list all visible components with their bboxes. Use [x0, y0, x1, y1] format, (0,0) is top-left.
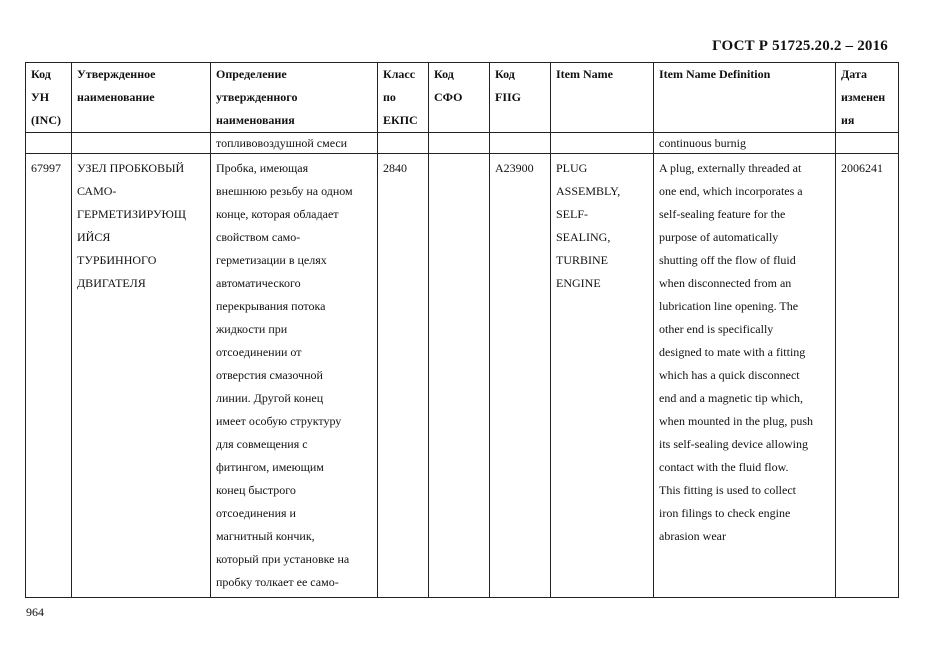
- cont-item-definition-cell: continuous burnig: [654, 133, 836, 154]
- cont-fiig-cell: [490, 133, 551, 154]
- approved-name-cell: УЗЕЛ ПРОБКОВЫЙ САМО- ГЕРМЕТИЗИРУЮЩ ИЙСЯ ТУРБИННОГО ДВИГАТЕЛЯ: [72, 154, 211, 598]
- change-date-cell: 2006241: [836, 154, 899, 598]
- cont-definition-ru-cell: топливовоздушной смеси: [211, 133, 378, 154]
- fiig-code-cell: A23900: [490, 154, 551, 598]
- cont-inc-cell: [26, 133, 72, 154]
- header-item-name: Item Name: [551, 63, 654, 133]
- header-ekps-class: Класс по ЕКПС: [378, 63, 429, 133]
- header-definition-ru: Определение утвержденного наименования: [211, 63, 378, 133]
- header-change-date: Дата изменен ия: [836, 63, 899, 133]
- definition-ru-cell: Пробка, имеющая внешнюю резьбу на одном конце, которая обладает свойством само- герметизации в целях автоматического перекрывания потока жидкости при отсоединении от отверстия смазочной линии. Другой конец имеет особую структуру для совмещения с фитингом, имеющим конец быстрого отсоединения и магнитный кончик, который при установке на пробку толкает ее само-: [211, 154, 378, 598]
- inc-code-cell: 67997: [26, 154, 72, 598]
- table-row: [26, 154, 899, 598]
- page-number: 964: [26, 605, 44, 619]
- header-fiig-code: Код FIIG: [490, 63, 551, 133]
- table-header-row: [26, 63, 899, 133]
- cont-sfo-cell: [429, 133, 490, 154]
- item-definition-cell: A plug, externally threaded at one end, which incorporates a self-sealing feature for the purpose of automatically shutting off the flow of fluid when disconnected from an lubrication line opening. The other end is specifically designed to mate with a fitting which has a quick disconnect end and a magnetic tip which, when mounted in the plug, push its self-sealing device allowing contact with the fluid flow. This fitting is used to collect iron filings to check engine abrasion wear: [654, 154, 836, 598]
- standard-designation: ГОСТ Р 51725.20.2 – 2016: [712, 38, 888, 54]
- header-item-definition: Item Name Definition: [654, 63, 836, 133]
- cont-item-name-cell: [551, 133, 654, 154]
- cont-ekps-cell: [378, 133, 429, 154]
- nomenclature-table: [25, 62, 899, 598]
- header-inc-code: Код УН (INC): [26, 63, 72, 133]
- header-approved-name: Утвержденное наименование: [72, 63, 211, 133]
- header-sfo-code: Код СФО: [429, 63, 490, 133]
- item-name-cell: PLUG ASSEMBLY, SELF- SEALING, TURBINE ENGINE: [551, 154, 654, 598]
- sfo-code-cell: [429, 154, 490, 598]
- cont-date-cell: [836, 133, 899, 154]
- ekps-class-cell: 2840: [378, 154, 429, 598]
- cont-name-cell: [72, 133, 211, 154]
- table-row-continuation: [26, 133, 899, 154]
